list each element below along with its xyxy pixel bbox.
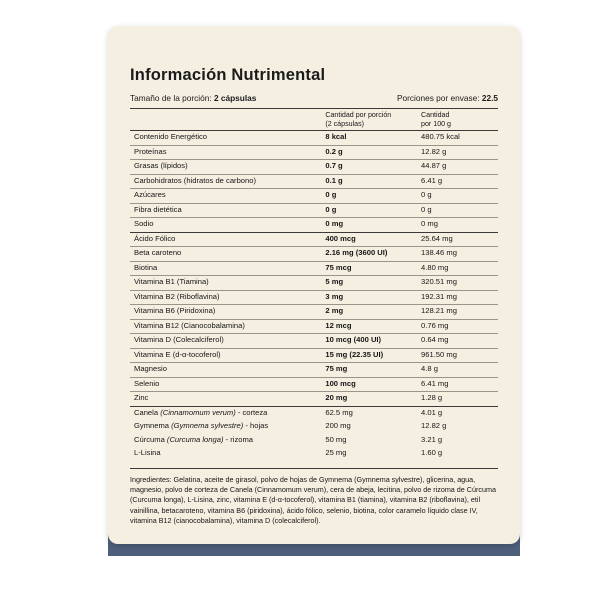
nutrient-per-serving: 15 mg (22.35 UI)	[321, 348, 417, 363]
nutrient-name: Ácido Fólico	[130, 232, 321, 247]
table-row	[130, 392, 498, 407]
nutrient-per-100g: 0 g	[417, 203, 498, 218]
nutrient-per-serving: 75 mcg	[321, 261, 417, 276]
nutrient-per-100g: 25.64 mg	[417, 232, 498, 247]
botanical-per-100g: 1.60 g	[421, 448, 443, 458]
nutrient-per-100g: 6.41 g	[417, 174, 498, 189]
background-white-left	[0, 0, 108, 600]
botanical-name	[130, 434, 321, 448]
botanical-name	[130, 420, 321, 434]
botanical-part: - rizoma	[223, 434, 254, 444]
nutrient-per-100g: 480.75 kcal	[417, 131, 498, 146]
nutrition-label-content	[130, 66, 498, 527]
servings-per-container-value: 22.5	[481, 93, 498, 103]
nutrient-per-serving: 8 kcal	[321, 131, 417, 146]
botanical-per-serving: 25 mg	[325, 448, 347, 458]
nutrient-per-100g: 4.80 mg	[417, 261, 498, 276]
nutrient-per-serving: 0.2 g	[321, 145, 417, 160]
nutrient-name: Azúcares	[130, 189, 321, 204]
serving-size	[130, 93, 256, 103]
servings-per-container-label: Porciones por envase:	[396, 93, 480, 103]
botanical-name	[130, 447, 321, 461]
nutrient-name: Proteínas	[130, 145, 321, 160]
botanical-latin-name: (Gymnema sylvestre)	[171, 421, 244, 431]
botanical-common-name: L-Lisina	[134, 448, 161, 458]
botanical-latin-name: (Curcuma longa)	[166, 434, 224, 444]
table-row	[130, 434, 498, 448]
column-header-per-serving-line2: (2 cápsulas)	[325, 119, 364, 128]
botanical-part: - corteza	[235, 407, 268, 417]
ingredients-text: Ingredientes: Gelatina, aceite de girasol, polvo de hojas de Gymnema (Gymnema sylvestre), glicerina, agua, magnesio, polvo de corteza de Canela (Cinnamomum verum), cera de abeja, lecitina, polvo de rizoma de Cúrcuma (Curcuma longa), L-Lisina, zinc, vitamina E (d-α-tocoferol), vitamina B1 (tiamina), vitamina B2 (riboflavina), etil vainillina, betacaroteno, vitamina B6 (piridoxina), ácido fólico, selenio, biotina, color caramelo líquido clase IV, vitamina B12 (cianocobalamina), vitamina D (colecalciferol).	[130, 468, 498, 527]
column-header-per-100g-line1: Cantidad	[421, 111, 450, 120]
nutrient-per-100g: 4.8 g	[417, 363, 498, 378]
nutrient-per-serving: 0 mg	[321, 218, 417, 233]
nutrient-per-100g: 6.41 mg	[417, 377, 498, 392]
column-header-per-serving	[321, 109, 417, 131]
nutrient-per-serving: 5 mg	[321, 276, 417, 291]
table-row	[130, 131, 498, 146]
table-row	[130, 276, 498, 291]
nutrient-per-serving: 400 mcg	[321, 232, 417, 247]
serving-info-row	[130, 93, 498, 108]
table-row	[130, 305, 498, 320]
column-header-per-100g	[417, 109, 498, 131]
nutrient-name: Fibra dietética	[130, 203, 321, 218]
nutrient-per-100g: 44.87 g	[417, 160, 498, 175]
table-row	[130, 145, 498, 160]
botanical-per-serving: 200 mg	[325, 421, 351, 431]
table-row	[130, 261, 498, 276]
nutrition-table	[130, 108, 498, 461]
nutrient-per-100g: 12.82 g	[417, 145, 498, 160]
nutrient-name: Vitamina B12 (Cianocobalamina)	[130, 319, 321, 334]
nutrient-name: Magnesio	[130, 363, 321, 378]
nutrient-per-100g: 961.50 mg	[417, 348, 498, 363]
nutrient-per-100g: 1.28 g	[417, 392, 498, 407]
table-row	[130, 189, 498, 204]
nutrient-name: Vitamina B1 (Tiamina)	[130, 276, 321, 291]
botanical-common-name: Cúrcuma	[134, 434, 167, 444]
botanical-common-name: Canela	[134, 407, 161, 417]
nutrient-name: Beta caroteno	[130, 247, 321, 262]
nutrient-name: Vitamina B2 (Riboflavina)	[130, 290, 321, 305]
nutrient-per-100g: 192.31 mg	[417, 290, 498, 305]
nutrient-name: Selenio	[130, 377, 321, 392]
nutrient-per-serving: 0.7 g	[321, 160, 417, 175]
nutrient-per-serving: 10 mcg (400 UI)	[321, 334, 417, 349]
nutrient-per-serving: 0.1 g	[321, 174, 417, 189]
nutrient-per-100g: 0 mg	[417, 218, 498, 233]
table-row	[130, 218, 498, 233]
column-header-per-serving-line1: Cantidad por porción	[325, 111, 392, 120]
table-row	[130, 377, 498, 392]
background-white-right	[520, 0, 600, 600]
table-row	[130, 363, 498, 378]
serving-size-value: 2 cápsulas	[213, 93, 257, 103]
nutrient-per-100g: 128.21 mg	[417, 305, 498, 320]
botanical-per-serving: 62.5 mg	[321, 406, 417, 420]
table-row	[130, 203, 498, 218]
nutrient-name: Carbohidratos (hidratos de carbono)	[130, 174, 321, 189]
nutrient-per-100g: 0.64 mg	[417, 334, 498, 349]
nutrient-per-serving: 0 g	[321, 203, 417, 218]
botanical-per-serving: 50 mg	[325, 434, 347, 444]
botanical-per-100g: 3.21 g	[421, 434, 443, 444]
nutrient-per-serving: 2.16 mg (3600 UI)	[321, 247, 417, 262]
table-row	[130, 420, 498, 434]
nutrient-name: Vitamina E (d-α-tocoferol)	[130, 348, 321, 363]
table-row	[130, 348, 498, 363]
nutrient-per-serving: 20 mg	[321, 392, 417, 407]
table-header-row	[130, 109, 498, 131]
column-header-per-100g-line2: por 100 g	[421, 119, 452, 128]
page-title: Información Nutrimental	[130, 66, 326, 84]
table-row	[130, 406, 498, 420]
nutrient-name: Biotina	[130, 261, 321, 276]
nutrient-name: Vitamina B6 (Piridoxina)	[130, 305, 321, 320]
table-row	[130, 160, 498, 175]
botanical-common-name: Gymnema	[134, 421, 172, 431]
nutrient-per-serving: 0 g	[321, 189, 417, 204]
nutrient-per-100g: 138.46 mg	[417, 247, 498, 262]
table-row	[130, 232, 498, 247]
nutrient-name: Sodio	[130, 218, 321, 233]
nutrient-name: Grasas (lípidos)	[130, 160, 321, 175]
nutrient-name: Zinc	[130, 392, 321, 407]
column-header-name	[130, 109, 321, 131]
nutrient-name: Vitamina D (Colecalciferol)	[130, 334, 321, 349]
table-row	[130, 334, 498, 349]
botanical-part: - hojas	[243, 421, 269, 431]
botanical-per-100g: 12.82 g	[421, 421, 447, 431]
table-row	[130, 447, 498, 461]
nutrient-per-serving: 2 mg	[321, 305, 417, 320]
nutrient-per-serving: 12 mcg	[321, 319, 417, 334]
nutrient-per-100g: 0 g	[417, 189, 498, 204]
nutrient-per-100g: 320.51 mg	[417, 276, 498, 291]
botanical-latin-name: (Cinnamomum verum)	[160, 407, 236, 417]
servings-per-container	[397, 93, 498, 103]
nutrient-per-serving: 100 mcg	[321, 377, 417, 392]
table-row	[130, 290, 498, 305]
serving-size-label: Tamaño de la porción:	[130, 93, 212, 103]
botanical-per-100g: 4.01 g	[417, 406, 498, 420]
botanical-name	[130, 406, 321, 420]
nutrient-name: Contenido Energético	[130, 131, 321, 146]
nutrient-per-serving: 3 mg	[321, 290, 417, 305]
table-row	[130, 247, 498, 262]
nutrient-per-serving: 75 mg	[321, 363, 417, 378]
nutrition-label-panel	[108, 26, 520, 544]
table-row	[130, 319, 498, 334]
table-row	[130, 174, 498, 189]
nutrient-per-100g: 0.76 mg	[417, 319, 498, 334]
